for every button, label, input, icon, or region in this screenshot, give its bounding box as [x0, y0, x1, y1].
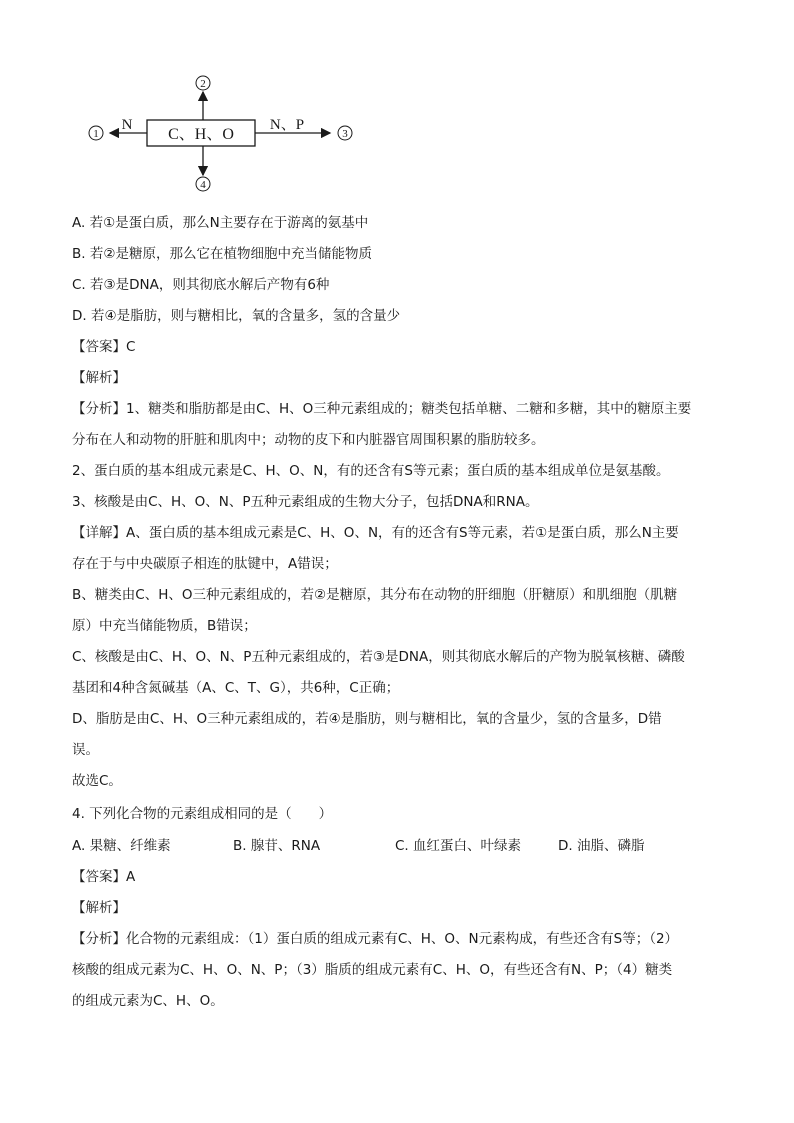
circle-4-num: 4 — [200, 179, 206, 191]
circle-3-num: 3 — [342, 128, 348, 140]
option-a: A. 若①是蛋白质，那么N主要存在于游离的氨基中 — [72, 215, 369, 231]
detail-line: C、核酸是由C、H、O、N、P五种元素组成的，若③是DNA，则其彻底水解后的产物为脱氧核糖、磷酸 — [72, 649, 685, 665]
detail-line: 存在于与中央碳原子相连的肽键中，A错误； — [72, 556, 338, 572]
question-4: 4. 下列化合物的元素组成相同的是（ ） — [72, 806, 333, 822]
q4-option-b: B. 腺苷、RNA — [233, 838, 321, 854]
circle-1-num: 1 — [93, 128, 99, 140]
option-d: D. 若④是脂肪，则与糖相比，氧的含量多，氢的含量少 — [72, 308, 401, 324]
detail-line: 【详解】A、蛋白质的基本组成元素是C、H、O、N，有的还含有S等元素，若①是蛋白质，那么N主要 — [72, 525, 679, 541]
analysis-line: 核酸的组成元素为C、H、O、N、P；（3）脂质的组成元素有C、H、O，有些还含有N、P；（4）糖类 — [72, 962, 673, 978]
detail-line: 原）中充当储能物质，B错误； — [72, 618, 257, 634]
detail-line: 故选C。 — [72, 773, 122, 789]
detail-line: B、糖类由C、H、O三种元素组成的，若②是糖原，其分布在动物的肝细胞（肝糖原）和肌细胞（肌糖 — [72, 587, 678, 603]
q4-option-d: D. 油脂、磷脂 — [558, 838, 645, 854]
analysis-line: 3、核酸是由C、H、O、N、P五种元素组成的生物大分子，包括DNA和RNA。 — [72, 494, 539, 510]
circle-2-num: 2 — [200, 78, 206, 90]
analysis-line: 2、蛋白质的基本组成元素是C、H、O、N，有的还含有S等元素；蛋白质的基本组成单位是氨基酸。 — [72, 463, 670, 479]
analysis-line: 分布在人和动物的肝脏和肌肉中；动物的皮下和内脏器官周围积累的脂肪较多。 — [72, 432, 545, 448]
jiexi-label: 【解析】 — [72, 900, 126, 916]
option-b: B. 若②是糖原，那么它在植物细胞中充当储能物质 — [72, 246, 372, 262]
option-c: C. 若③是DNA，则其彻底水解后产物有6种 — [72, 277, 330, 293]
center-label: C、H、O — [168, 126, 234, 143]
jiexi-label: 【解析】 — [72, 370, 126, 386]
left-element-label: N — [121, 117, 133, 133]
detail-line: D、脂肪是由C、H、O三种元素组成的，若④是脂肪，则与糖相比，氧的含量少，氢的含量多，D错 — [72, 711, 662, 727]
analysis-line: 【分析】1、糖类和脂肪都是由C、H、O三种元素组成的；糖类包括单糖、二糖和多糖，其中的糖原主要 — [72, 401, 692, 417]
element-diagram — [80, 72, 370, 197]
right-element-label: N、P — [269, 117, 305, 133]
q4-option-c: C. 血红蛋白、叶绿素 — [395, 838, 522, 854]
detail-line: 基团和4种含氮碱基（A、C、T、G），共6种，C正确； — [72, 680, 400, 696]
analysis-line: 【分析】化合物的元素组成：（1）蛋白质的组成元素有C、H、O、N元素构成，有些还含有S等；（2） — [72, 931, 679, 947]
q4-option-a: A. 果糖、纤维素 — [72, 838, 171, 854]
analysis-line: 的组成元素为C、H、O。 — [72, 993, 224, 1009]
detail-line: 误。 — [72, 742, 99, 758]
answer-label: 【答案】C — [72, 339, 136, 355]
answer-label: 【答案】A — [72, 869, 136, 885]
